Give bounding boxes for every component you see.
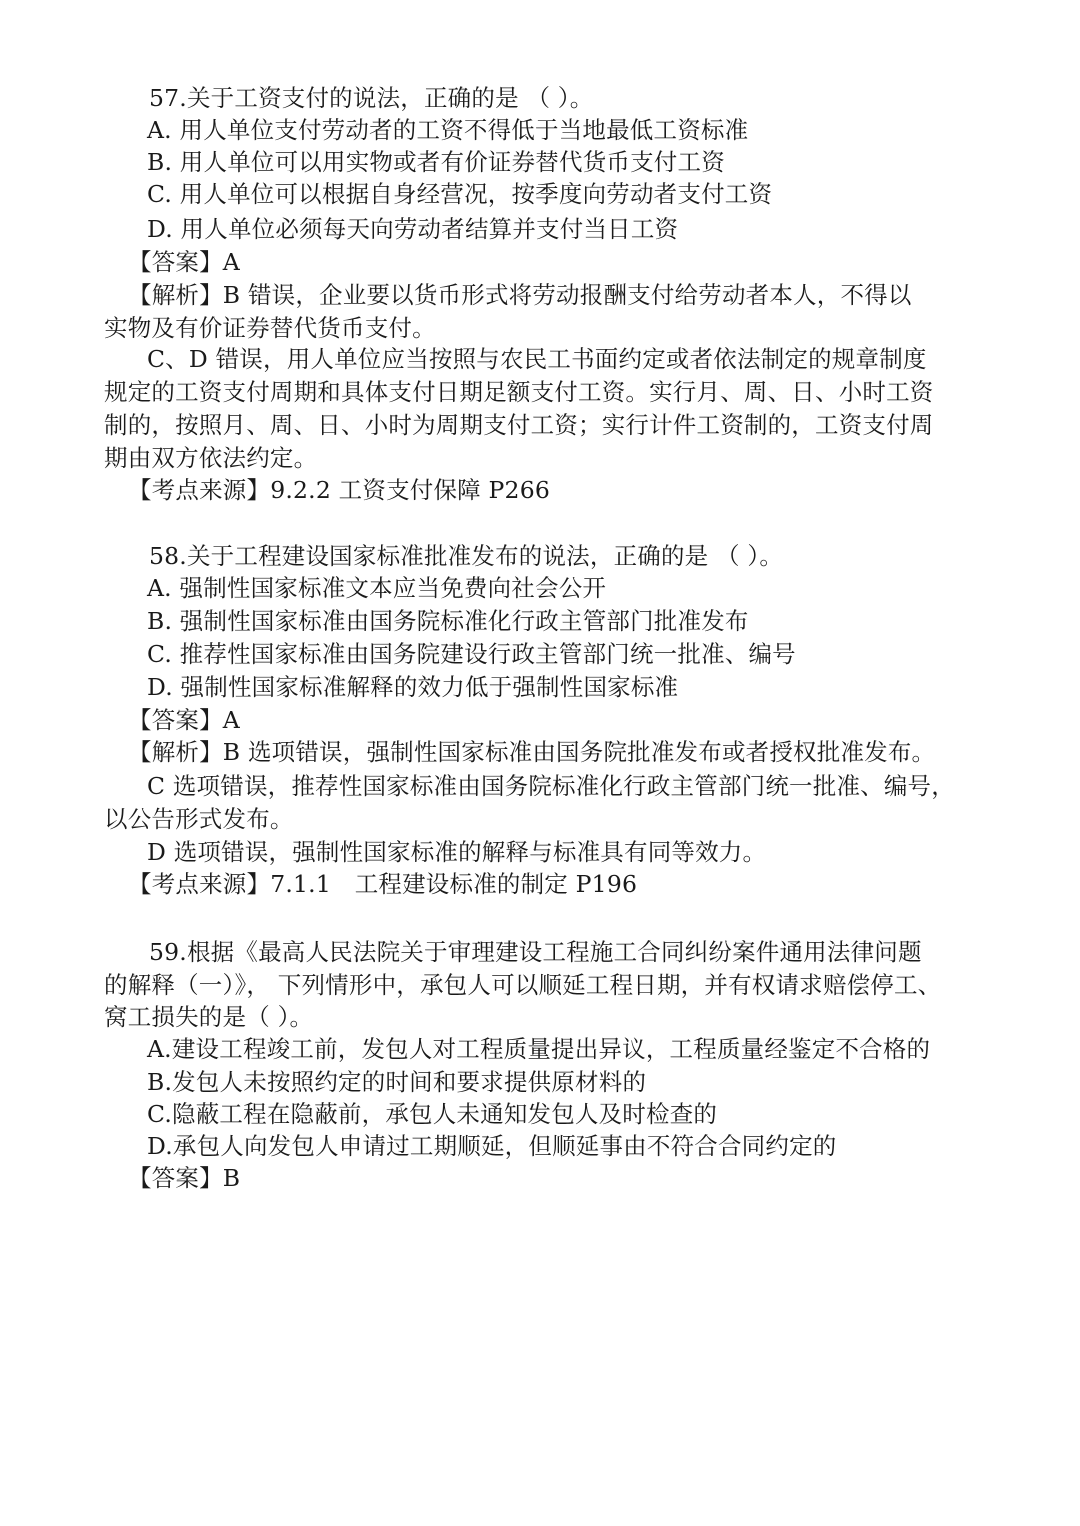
option-a: A. 强制性国家标准文本应当免费向社会公开 [147,574,607,602]
option-b: B. 强制性国家标准由国务院标准化行政主管部门批准发布 [147,607,749,635]
analysis-line: 【解析】B 选项错误，强制性国家标准由国务院批准发布或者授权批准发布。 [128,738,936,766]
question-stem: 59.根据《最高人民法院关于审理建设工程施工合同纠纷案件通用法律问题 [149,938,922,966]
option-b: B. 用人单位可以用实物或者有价证券替代货币支付工资 [147,148,725,176]
analysis-line: 实物及有价证券替代货币支付。 [104,314,436,342]
question-stem: 窝工损失的是（ ）。 [104,1003,314,1031]
analysis-line: 以公告形式发布。 [104,805,294,833]
option-b: B.发包人未按照约定的时间和要求提供原材料的 [147,1068,647,1096]
option-c: C.隐蔽工程在隐蔽前，承包人未通知发包人及时检查的 [147,1100,718,1128]
analysis-line: 规定的工资支付周期和具体支付日期足额支付工资。实行月、周、日、小时工资 [104,378,934,406]
question-stem: 57.关于工资支付的说法，正确的是 （ ）。 [149,84,594,112]
option-d: D.承包人向发包人申请过工期顺延，但顺延事由不符合合同约定的 [147,1132,837,1160]
answer: 【答案】A [128,706,240,734]
question-stem: 的解释（一）》， 下列情形中，承包人可以顺延工程日期，并有权请求赔偿停工、 [104,971,942,999]
option-d: D. 用人单位必须每天向劳动者结算并支付当日工资 [147,215,679,243]
answer: 【答案】B [128,1164,241,1192]
analysis-line: C 选项错误，推荐性国家标准由国务院标准化行政主管部门统一批准、编号， [147,772,955,800]
answer: 【答案】A [128,248,240,276]
analysis-line: C、D 错误，用人单位应当按照与农民工书面约定或者依法制定的规章制度 [147,345,927,373]
source: 【考点来源】9.2.2 工资支付保障 P266 [128,476,550,504]
analysis-line: 期由双方依法约定。 [104,444,318,472]
option-c: C. 用人单位可以根据自身经营况，按季度向劳动者支付工资 [147,180,773,208]
question-stem: 58.关于工程建设国家标准批准发布的说法，正确的是 （ ）。 [149,542,784,570]
source: 【考点来源】7.1.1 工程建设标准的制定 P196 [128,870,638,898]
option-d: D. 强制性国家标准解释的效力低于强制性国家标准 [147,673,679,701]
option-c: C. 推荐性国家标准由国务院建设行政主管部门统一批准、编号 [147,640,796,668]
analysis-line: 制的，按照月、周、日、小时为周期支付工资；实行计件工资制的，工资支付周 [104,411,934,439]
option-a: A. 用人单位支付劳动者的工资不得低于当地最低工资标准 [147,116,749,144]
analysis-line: 【解析】B 错误，企业要以货币形式将劳动报酬支付给劳动者本人，不得以 [128,281,912,309]
option-a: A.建设工程竣工前，发包人对工程质量提出异议，工程质量经鉴定不合格的 [147,1035,931,1063]
analysis-line: D 选项错误，强制性国家标准的解释与标准具有同等效力。 [147,838,767,866]
